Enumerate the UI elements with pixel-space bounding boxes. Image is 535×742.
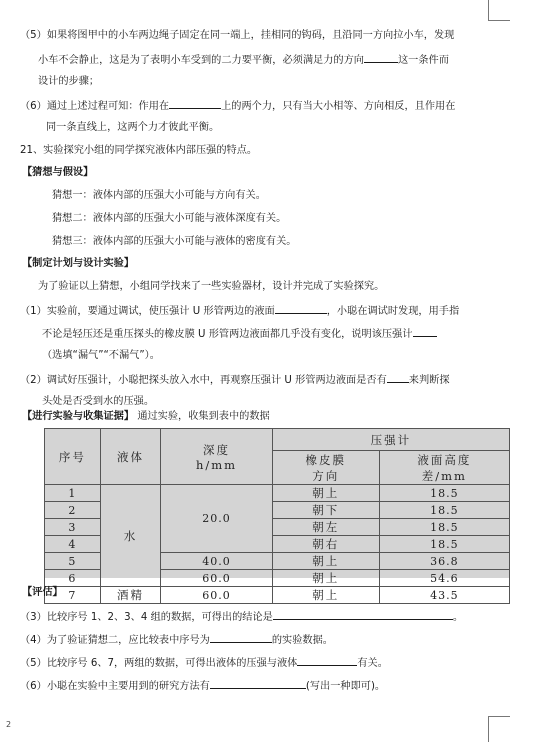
q20-p6-line2: 同一条直线上，这两个力才彼此平衡。 [46,122,220,133]
hypothesis-heading: 【猜想与假设】 [22,167,94,178]
cell-depth-shared: 20.0 [161,485,273,553]
q21-p2-line1: （2）调试好压强计，小聪把探头放入水中，再观察压强计 U 形管两边液面是否有 来判断探 [20,372,450,388]
crop-mark-top-horizontal [488,20,510,21]
guess-one: 猜想一：液体内部的压强大小可能与方向有关。 [52,190,266,201]
header-height-diff: 液面高度 差/mm [379,451,509,485]
crop-mark-bottom-horizontal [488,716,510,717]
collect-heading: 【进行实验与收集证据】 [22,411,135,422]
q21-p1-line2: 不论是轻压还是重压探头的橡皮膜 U 形管两边液面都几乎没有变化，说明该压强计 [42,326,437,342]
table-row: 6 60.0 朝上 54.6 [45,570,510,587]
answer-blank-force-direction[interactable] [364,52,398,63]
table-row: 5 40.0 朝上 36.8 [45,553,510,570]
table-row: 2 朝下 18.5 [45,502,510,519]
crop-mark-top-vertical [488,0,489,20]
header-seq: 序号 [45,429,101,485]
collect-text: 通过实验，收集到表中的数据 [137,411,270,422]
cell-liquid-alcohol: 酒精 [100,587,160,604]
plan-heading: 【制定计划与设计实验】 [22,258,135,269]
q20-p6-line1: （6）通过上述过程可知：作用在 上的两个力，只有当大小相等、方向相反，且作用在 [20,98,455,114]
q21-p1-line3: （选填“漏气”“不漏气”）。 [42,350,160,361]
answer-blank-sequence[interactable] [210,632,272,643]
answer-blank-conclusion[interactable] [273,609,453,620]
answer-blank-liquid-property[interactable] [297,655,357,666]
guess-two: 猜想二：液体内部的压强大小可能与液体深度有关。 [52,213,287,224]
answer-blank-level-liquid[interactable] [275,303,327,314]
eval-q4: （4）为了验证猜想二，应比较表中序号为 的实验数据。 [20,632,333,648]
eval-q6: （6）小聪在实验中主要用到的研究方法有 (写出一种即可)。 [20,678,385,694]
guess-three: 猜想三：液体内部的压强大小可能与液体的密度有关。 [52,236,297,247]
data-table [44,428,510,604]
plan-intro: 为了验证以上猜想，小组同学找来了一些实验器材，设计并完成了实验探究。 [38,281,385,292]
answer-blank-same-object[interactable] [169,98,221,109]
q20-p5-line2: 小车不会静止，这是为了表明小车受到的二力要平衡，必须满足力的方向 这一条件而 [38,52,449,68]
table-row: 4 朝右 18.5 [45,536,510,553]
q21-p2-line2: 头处是否受到水的压强。 [42,396,155,407]
q20-p5-line3: 设计的步骤； [38,76,100,87]
q20-p5-line1: （5）如果将图甲中的小车两边绳子固定在同一端上，挂相同的钩码，且沿同一方向拉小车，发现 [20,30,455,41]
cell-liquid-water: 水 [100,485,160,587]
header-depth: 深度 h/mm [161,429,273,485]
data-table-photo [44,428,510,602]
q21-intro: 21、实验探究小组的同学探究液体内部压强的特点。 [20,145,258,156]
header-liquid: 液体 [100,429,160,485]
table-row: 3 朝左 18.5 [45,519,510,536]
q21-p1-line1: （1）实验前，要通过调试，使压强计 U 形管两边的液面 ，小聪在调试时发现，用手指 [20,303,459,319]
eval-q3: （3）比较序号 1、2、3、4 组的数据，可得出的结论是 。 [20,609,463,625]
table-row: 1 水 20.0 朝上 18.5 [45,485,510,502]
answer-blank-research-method[interactable] [210,678,306,689]
eval-q5: （5）比较序号 6、7，两组的数据，可得出液体的压强与液体 有关。 [20,655,388,671]
answer-blank-height-difference[interactable] [387,372,409,383]
header-film-direction: 橡皮膜 方向 [272,451,379,485]
collect-line [22,410,270,424]
crop-mark-bottom-vertical [488,716,489,742]
header-pressure-gauge: 压强计 [272,429,509,451]
table-row: 7 酒精 60.0 朝上 43.5 [45,587,510,604]
eval-heading: 【评估】 [22,587,63,598]
page-number: 2 [6,720,12,729]
answer-blank-leak[interactable] [413,326,437,337]
